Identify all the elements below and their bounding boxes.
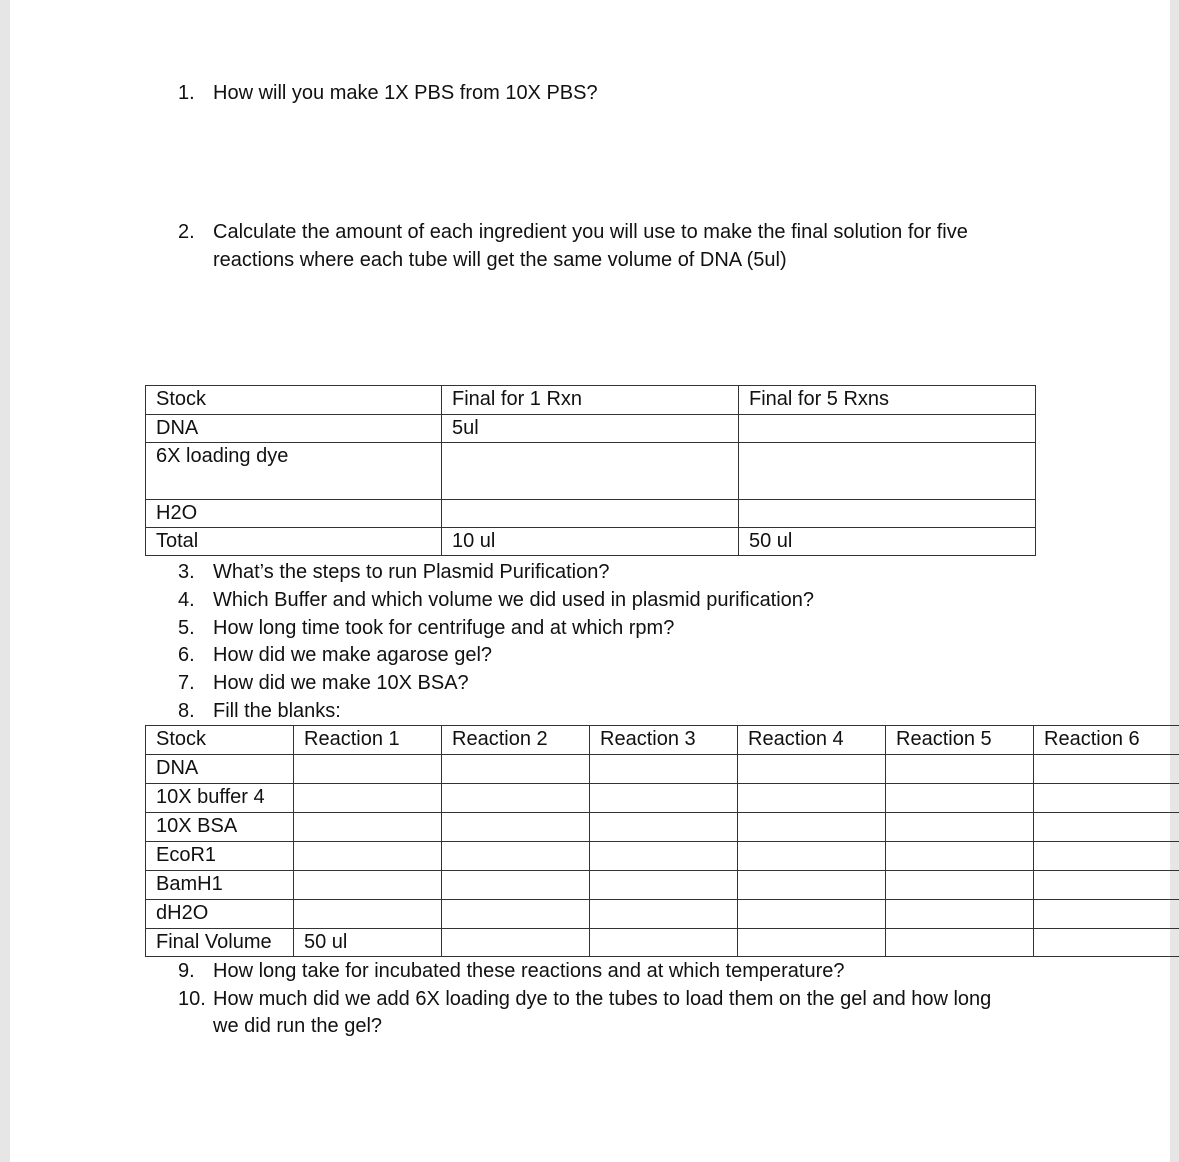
table-cell [442, 443, 739, 500]
table-cell [590, 784, 738, 813]
question-text: reactions where each tube will get the same volume of DNA (5ul) [213, 249, 787, 271]
question-number: 7. [178, 672, 195, 694]
table-cell [590, 842, 738, 871]
table-header-row [146, 726, 1179, 755]
question-text: Calculate the amount of each ingredient you will use to make the final solution for five [213, 221, 968, 243]
table-cell: Total [146, 528, 442, 556]
question-text: How much did we add 6X loading dye to the tubes to load them on the gel and how long [213, 988, 992, 1010]
table-cell [294, 784, 442, 813]
table-cell [738, 929, 886, 957]
table-cell [442, 871, 590, 900]
table-row [146, 500, 1036, 528]
table-cell [739, 443, 1036, 500]
table-cell [886, 900, 1034, 929]
table-cell [590, 871, 738, 900]
table-cell [1034, 755, 1179, 784]
table-cell: EcoR1 [146, 842, 294, 871]
table-cell [294, 842, 442, 871]
table-row [146, 784, 1179, 813]
table-header-row [146, 386, 1036, 415]
table-cell [886, 813, 1034, 842]
table-cell [886, 871, 1034, 900]
question-text: What’s the steps to run Plasmid Purification? [213, 561, 610, 583]
table-row [146, 415, 1036, 443]
table-cell [590, 813, 738, 842]
header-cell: Reaction 6 [1034, 726, 1179, 755]
table-cell: DNA [146, 755, 294, 784]
table-cell [886, 784, 1034, 813]
table-cell: dH2O [146, 900, 294, 929]
question-number: 5. [178, 617, 195, 639]
question-text: we did run the gel? [213, 1015, 383, 1037]
header-cell: Reaction 1 [294, 726, 442, 755]
table-row [146, 813, 1179, 842]
table-cell [442, 755, 590, 784]
table-cell [442, 813, 590, 842]
table-cell: 10 ul [442, 528, 739, 556]
table-cell [442, 842, 590, 871]
table-cell: 6X loading dye [146, 443, 442, 500]
table-cell: 5ul [442, 415, 739, 443]
header-cell: Reaction 2 [442, 726, 590, 755]
table-cell [1034, 929, 1179, 957]
table-cell [294, 871, 442, 900]
table-cell: H2O [146, 500, 442, 528]
header-cell: Reaction 4 [738, 726, 886, 755]
question-number: 2. [178, 221, 195, 243]
question-text: How long take for incubated these reactions and at which temperature? [213, 960, 845, 982]
table-cell [590, 755, 738, 784]
table-cell: BamH1 [146, 871, 294, 900]
table-cell: Final Volume [146, 929, 294, 957]
question-number: 3. [178, 561, 195, 583]
table-cell [294, 900, 442, 929]
table-cell [738, 813, 886, 842]
table-cell [886, 842, 1034, 871]
table-cell: 50 ul [739, 528, 1036, 556]
header-cell: Final for 1 Rxn [442, 386, 739, 415]
table-row [146, 929, 1179, 957]
table-row [146, 443, 1036, 500]
table-cell [1034, 813, 1179, 842]
reactions-table [145, 725, 1179, 957]
header-cell: Final for 5 Rxns [739, 386, 1036, 415]
table-cell [1034, 784, 1179, 813]
table-cell [294, 755, 442, 784]
question-number: 6. [178, 644, 195, 666]
table-cell [1034, 871, 1179, 900]
table-cell [1034, 842, 1179, 871]
table-row [146, 528, 1036, 556]
table-cell [738, 784, 886, 813]
header-cell: Reaction 5 [886, 726, 1034, 755]
table-cell [442, 784, 590, 813]
table-cell [442, 500, 739, 528]
question-text: How will you make 1X PBS from 10X PBS? [213, 82, 598, 104]
table-cell: 50 ul [294, 929, 442, 957]
table-cell: DNA [146, 415, 442, 443]
table-cell [442, 929, 590, 957]
header-cell: Stock [146, 386, 442, 415]
table-row [146, 842, 1179, 871]
question-number: 8. [178, 700, 195, 722]
table-cell [738, 871, 886, 900]
table-cell: 10X BSA [146, 813, 294, 842]
question-number: 1. [178, 82, 195, 104]
table-cell [738, 755, 886, 784]
table-cell [738, 842, 886, 871]
question-number: 10. [178, 988, 206, 1010]
table-cell [886, 929, 1034, 957]
table-cell [739, 500, 1036, 528]
table-cell [590, 900, 738, 929]
table-cell: 10X buffer 4 [146, 784, 294, 813]
question-number: 9. [178, 960, 195, 982]
question-text: Fill the blanks: [213, 700, 341, 722]
header-cell: Reaction 3 [590, 726, 738, 755]
question-number: 4. [178, 589, 195, 611]
question-text: Which Buffer and which volume we did used in plasmid purification? [213, 589, 815, 611]
table-row [146, 900, 1179, 929]
table-row [146, 755, 1179, 784]
table-row [146, 871, 1179, 900]
question-text: How did we make 10X BSA? [213, 672, 469, 694]
question-text: How long time took for centrifuge and at which rpm? [213, 617, 675, 639]
table-cell [739, 415, 1036, 443]
dilution-table [145, 385, 1036, 556]
table-cell [590, 929, 738, 957]
table-cell [1034, 900, 1179, 929]
table-cell [294, 813, 442, 842]
header-cell: Stock [146, 726, 294, 755]
table-cell [886, 755, 1034, 784]
table-cell [738, 900, 886, 929]
table-cell [442, 900, 590, 929]
question-text: How did we make agarose gel? [213, 644, 493, 666]
